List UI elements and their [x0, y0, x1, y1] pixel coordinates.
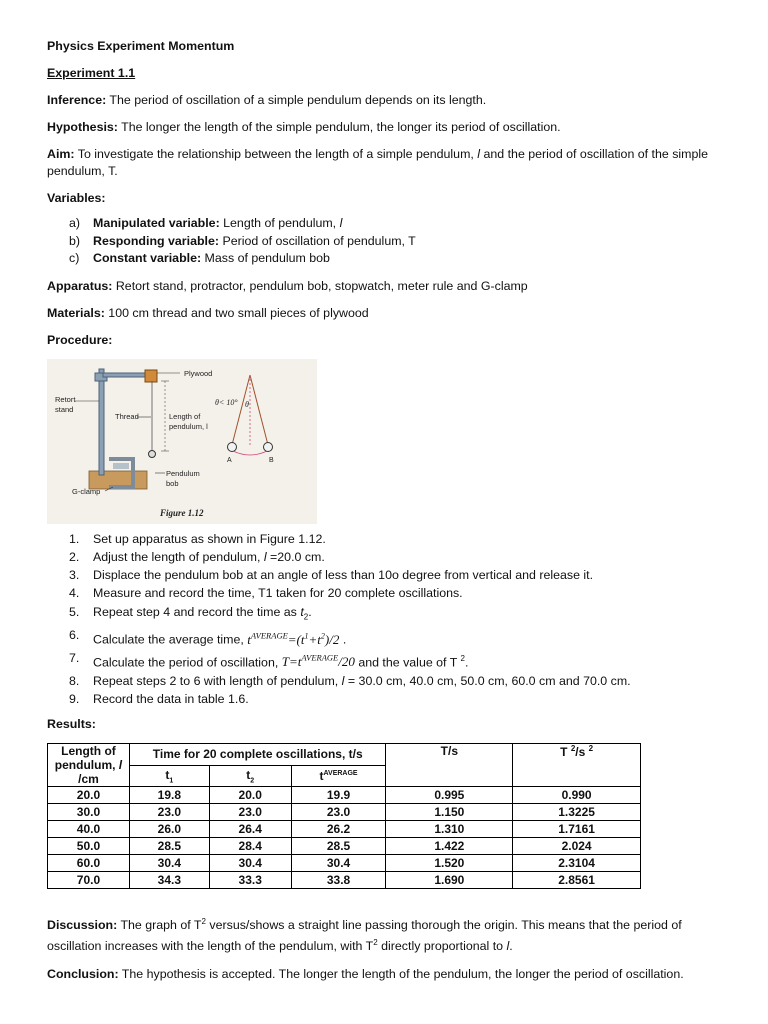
table-row [48, 821, 641, 838]
table-cell: 28.5 [291, 838, 386, 855]
list-item: 6. Calculate the average time, $t^{AVERAGE}=(t^1+t^2)/2$ . [69, 628, 347, 647]
table-cell: 1.3225 [513, 804, 641, 821]
table-cell: 0.995 [386, 787, 513, 804]
header-t1: $t_1$ [129, 765, 209, 787]
table-cell: 26.2 [291, 821, 386, 838]
table-cell: 19.8 [129, 787, 209, 804]
variables-heading: Variables: [47, 191, 106, 205]
list-item: 5. Repeat step 4 and record the time as $t_2$. [69, 604, 312, 622]
label-thread: Thread [115, 411, 139, 421]
results-heading: Results: [47, 717, 96, 732]
label-a: A [227, 456, 232, 464]
pendulum-apparatus-diagram [47, 359, 317, 524]
label-theta: θ [245, 399, 249, 409]
table-row [48, 855, 641, 872]
aim: Aim: To investigate the relationship between the length of a simple pendulum, l and the period of oscillation of the simple pendulum, T. [47, 147, 709, 178]
header-t2: $t_2$ [209, 765, 291, 787]
header-T2: T $^2$/s $^2$ [513, 744, 641, 787]
header-time: Time for 20 complete oscillations, t/s [129, 744, 386, 765]
label-b: B [269, 456, 274, 464]
apparatus: Apparatus: Retort stand, protractor, pendulum bob, stopwatch, meter rule and G-clamp [47, 278, 528, 293]
table-cell: 33.8 [291, 872, 386, 889]
table-cell: 50.0 [48, 838, 130, 855]
variables-list [47, 215, 727, 268]
document-page [47, 38, 727, 993]
header-tavg: $t^{AVERAGE}$ [291, 765, 386, 787]
table-cell: 23.0 [209, 804, 291, 821]
list-item: 7. Calculate the period of oscillation, $T=t^{AVERAGE}/20$ and the value of T $^2$. [69, 651, 469, 670]
inference: Inference: The period of oscillation of a simple pendulum depends on its length. [47, 93, 487, 107]
table-cell: 2.8561 [513, 872, 641, 889]
label-angle: θ< 10° [215, 397, 238, 407]
list-item: 8. Repeat steps 2 to 6 with length of pendulum, l = 30.0 cm, 40.0 cm, 50.0 cm, 60.0 cm and 70.0 cm. [69, 673, 631, 688]
table-cell: 26.4 [209, 821, 291, 838]
list-item: 2. Adjust the length of pendulum, l =20.0 cm. [69, 549, 325, 564]
label-plywood: Plywood [184, 368, 213, 378]
label-bob: bob [166, 478, 179, 488]
table-cell: 1.520 [386, 855, 513, 872]
header-length: Length of pendulum, l /cm [48, 744, 130, 787]
table-cell: 20.0 [48, 787, 130, 804]
table-cell: 19.9 [291, 787, 386, 804]
table-row [48, 872, 641, 889]
label-stand: stand [55, 404, 74, 414]
header-T: T/s [386, 744, 513, 787]
table-body [48, 787, 641, 889]
pendulum-bob [149, 450, 156, 457]
table-cell: 0.990 [513, 787, 641, 804]
table-cell: 30.4 [209, 855, 291, 872]
table-cell: 26.0 [129, 821, 209, 838]
table-cell: 34.3 [129, 872, 209, 889]
list-item: 3. Displace the pendulum bob at an angle of less than 10o degree from vertical and release it. [69, 568, 594, 583]
table-cell: 33.3 [209, 872, 291, 889]
list-item: a) Manipulated variable: Length of pendulum, l [69, 216, 343, 230]
document-title: Physics Experiment Momentum [47, 39, 235, 53]
experiment-heading: Experiment 1.1 [47, 66, 136, 80]
list-item: 4. Measure and record the time, T1 taken for 20 complete oscillations. [69, 586, 463, 601]
pendulum-figure [47, 359, 317, 524]
table-cell: 40.0 [48, 821, 130, 838]
table-cell: 30.0 [48, 804, 130, 821]
label-length-of: Length of [169, 411, 201, 421]
table-row [48, 804, 641, 821]
table-cell: 1.7161 [513, 821, 641, 838]
table-row [48, 838, 641, 855]
conclusion: Conclusion: The hypothesis is accepted. The longer the length of the pendulum, the longer the period of oscillation. [47, 966, 684, 981]
table-cell: 1.310 [386, 821, 513, 838]
table-cell: 1.422 [386, 838, 513, 855]
label-gclamp: G-clamp [72, 486, 101, 496]
label-pendulum-l: pendulum, l [169, 421, 208, 431]
label-retort: Retort [55, 394, 76, 404]
procedure-heading: Procedure: [47, 332, 113, 347]
hypothesis: Hypothesis: The longer the length of the simple pendulum, the longer its period of oscillation. [47, 120, 561, 134]
list-item: 9. Record the data in table 1.6. [69, 692, 249, 706]
results-table [47, 743, 641, 889]
list-item: 1. Set up apparatus as shown in Figure 1.12. [69, 531, 326, 546]
table-cell: 30.4 [291, 855, 386, 872]
list-item: b) Responding variable: Period of oscillation of pendulum, T [69, 233, 416, 248]
table-cell: 2.024 [513, 838, 641, 855]
table-cell: 30.4 [129, 855, 209, 872]
figure-caption: Figure 1.12 [160, 507, 204, 518]
materials: Materials: 100 cm thread and two small pieces of plywood [47, 305, 369, 320]
table-cell: 28.5 [129, 838, 209, 855]
table-row [48, 787, 641, 804]
table-cell: 60.0 [48, 855, 130, 872]
discussion: Discussion: The graph of $T^2$ versus/shows a straight line passing thorough the origin. This means that the period of oscillation increases with the length of the pendulum, with $T^2$ directly proportional to l. [47, 917, 682, 954]
table-cell: 1.150 [386, 804, 513, 821]
table-cell: 2.3104 [513, 855, 641, 872]
table-cell: 20.0 [209, 787, 291, 804]
table-cell: 1.690 [386, 872, 513, 889]
list-item: c) Constant variable: Mass of pendulum bob [69, 251, 330, 265]
label-pendulum: Pendulum [166, 468, 200, 478]
table-cell: 23.0 [291, 804, 386, 821]
table-cell: 70.0 [48, 872, 130, 889]
table-cell: 28.4 [209, 838, 291, 855]
procedure-steps [47, 530, 727, 709]
table-cell: 23.0 [129, 804, 209, 821]
